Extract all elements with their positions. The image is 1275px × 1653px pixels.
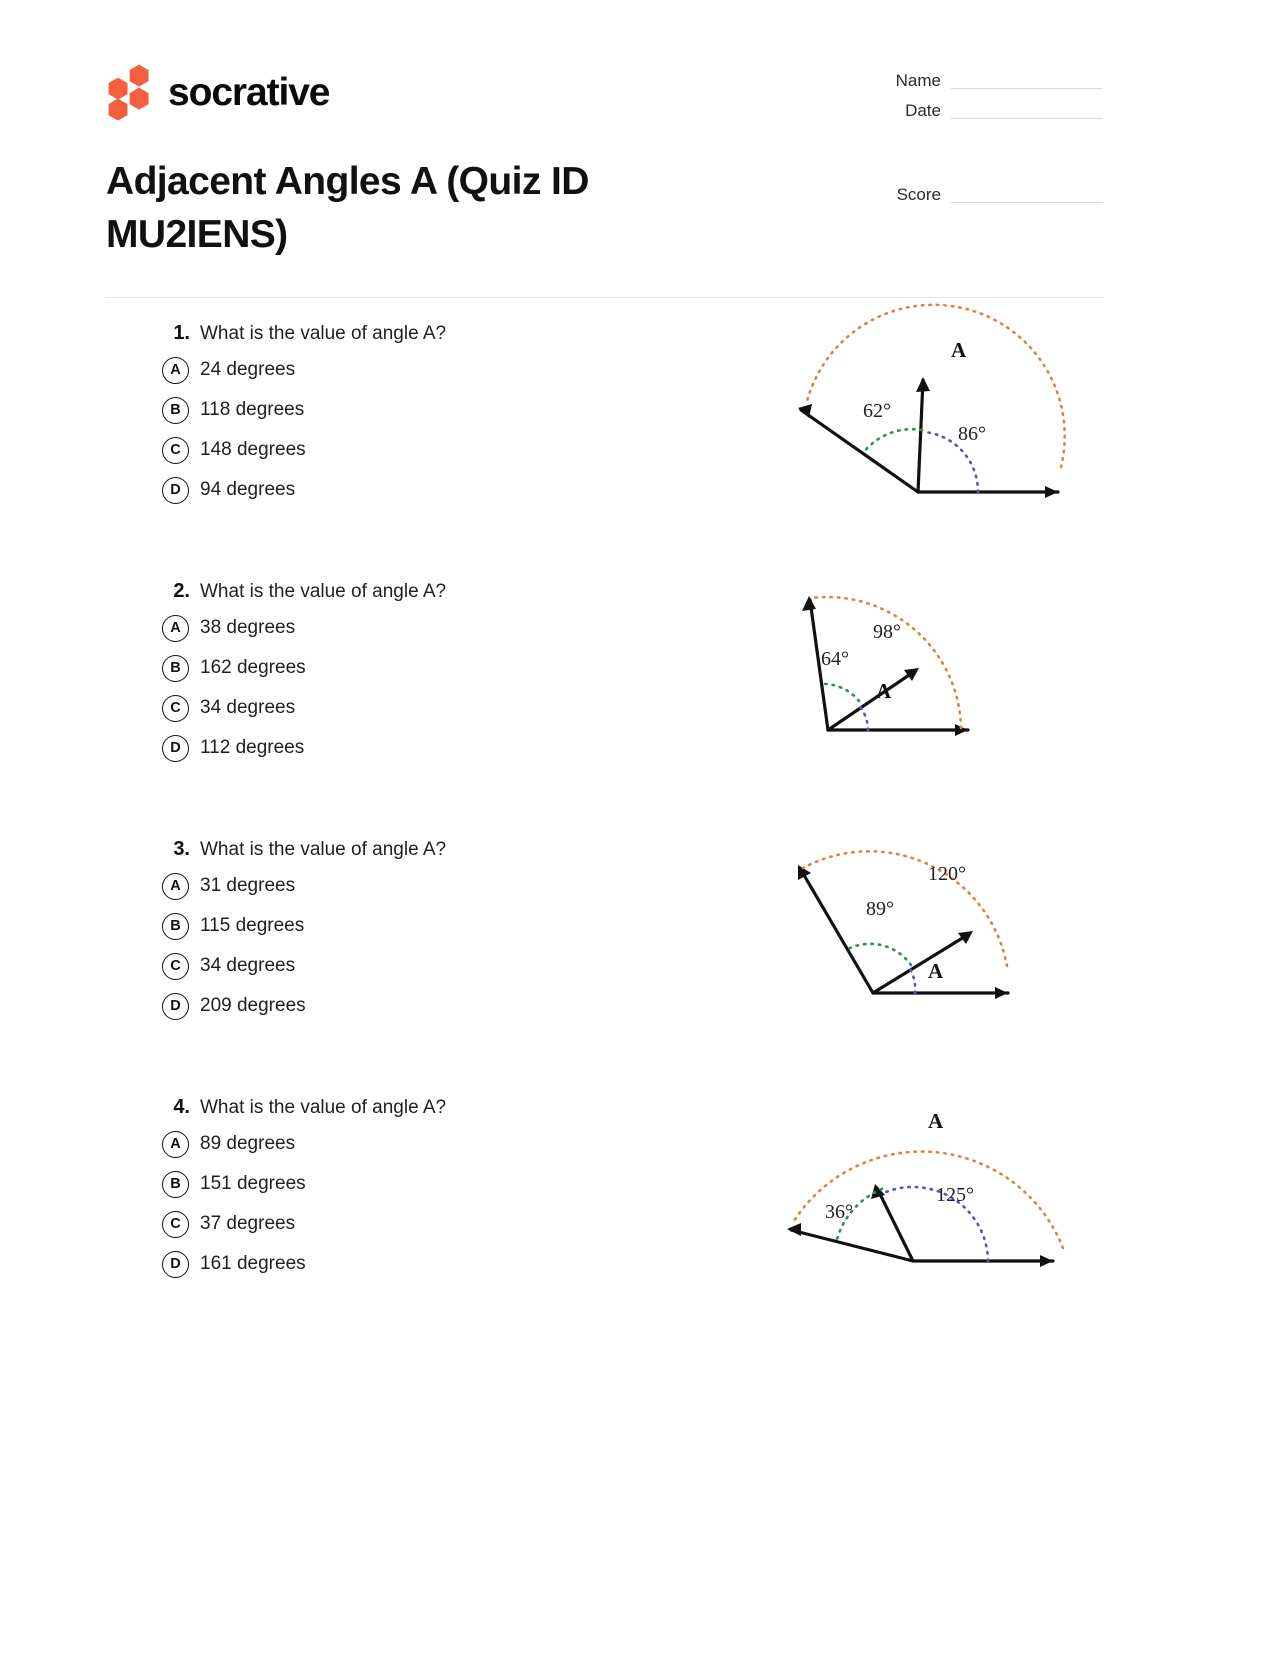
question-block [106,838,1103,1096]
option-text: 34 degrees [200,697,296,718]
ray-upper-left-steep [877,1188,913,1261]
date-field-row [863,100,1103,119]
option-letter: B [162,397,189,424]
option-text: 151 degrees [200,1173,306,1194]
angle-diagram-svg [773,1096,1103,1306]
arrowheads [798,865,1008,999]
total-angle-label: A [951,338,967,362]
brand-logo [106,64,329,120]
arrowhead-right [1040,1255,1053,1267]
score-field-row [863,184,1103,203]
angle-rays [801,380,1058,492]
date-field-label: Date [905,101,941,120]
ray-up [918,380,923,492]
question-prompt: What is the value of angle A? [200,581,447,602]
ray-diagonal [828,671,915,730]
date-field-input[interactable] [951,100,1103,119]
arrowhead-diagonal [904,668,919,681]
name-field-input[interactable] [951,70,1103,89]
option-text: 24 degrees [200,359,296,380]
outer-angle-arc [909,967,915,993]
option-text: 89 degrees [200,1133,296,1154]
page-header [106,56,1103,256]
outer-angle-label: 86° [958,423,986,445]
option-text: 115 degrees [200,915,305,936]
option-letter: B [162,655,189,682]
outer-angle-label: A [928,959,944,983]
hexagon-shape [108,78,127,100]
option-letter: C [162,695,189,722]
total-angle-arc [806,305,1065,467]
student-info-fields [863,70,1103,214]
arrowhead-right [1045,486,1058,498]
angle-diagram-svg [773,580,1103,790]
angle-diagram-svg [773,322,1103,532]
inner-angle-label: 36° [825,1201,853,1223]
arrowhead-right [995,987,1008,999]
option-letter: C [162,953,189,980]
question-number: 4. [173,1096,190,1118]
name-field-row [863,70,1103,89]
question-block [106,322,1103,580]
outer-angle-label: A [876,679,892,703]
question-number: 2. [173,580,190,602]
inner-angle-arc [821,684,859,701]
option-letter: B [162,913,189,940]
option-text: 94 degrees [200,479,296,500]
arrowhead-up [916,377,930,392]
total-angle-label: 98° [873,621,901,643]
option-letter: D [162,1251,189,1278]
question-block [106,1096,1103,1354]
option-text: 148 degrees [200,439,306,460]
question-prompt: What is the value of angle A? [200,1097,447,1118]
question-number: 1. [173,322,190,344]
option-text: 112 degrees [200,737,305,758]
inner-angle-label: 89° [866,898,894,920]
total-angle-arc [803,851,1007,966]
brand-name: socrative [168,70,330,114]
option-letter: A [162,1131,189,1158]
angle-diagram [773,580,1103,790]
socrative-hexagon-logo-icon [106,64,154,120]
angle-diagram [773,838,1103,1048]
option-text: 34 degrees [200,955,296,976]
question-prompt: What is the value of angle A? [200,323,447,344]
option-letter: B [162,1171,189,1198]
hexagon-shape [129,88,148,110]
name-field-label: Name [895,71,941,90]
ray-upper-left [801,410,918,492]
angle-diagram-svg [773,838,1103,1048]
inner-angle-arc [848,944,911,965]
option-text: 162 degrees [200,657,306,678]
option-letter: C [162,437,189,464]
arrowhead-up [802,596,816,611]
hexagon-shape [129,65,148,87]
total-angle-arc [792,1152,1063,1248]
angle-rays [791,1188,1053,1261]
score-field-input[interactable] [951,184,1103,203]
header-divider [106,297,1103,298]
ray-diagonal [873,934,969,993]
option-letter: C [162,1211,189,1238]
option-text: 37 degrees [200,1213,296,1234]
option-letter: A [162,357,189,384]
angle-diagram [773,1096,1103,1306]
hexagon-shape [108,99,127,121]
question-prompt: What is the value of angle A? [200,839,447,860]
angle-diagram [773,322,1103,532]
ray-left [791,1230,913,1261]
option-letter: D [162,993,189,1020]
option-text: 31 degrees [200,875,296,896]
option-text: 38 degrees [200,617,296,638]
option-text: 161 degrees [200,1253,306,1274]
inner-angle-arc [863,429,922,453]
inner-angle-label: 62° [863,400,891,422]
arrowhead-left [787,1223,801,1236]
questions-list [106,322,1103,1354]
option-text: 209 degrees [200,995,306,1016]
option-letter: D [162,735,189,762]
page-title: Adjacent Angles A (Quiz ID MU2IENS) [106,160,589,256]
ray-upper-left [801,870,873,993]
option-letter: A [162,873,189,900]
arrowheads [787,1184,1053,1267]
score-field-label: Score [896,185,941,204]
option-letter: A [162,615,189,642]
arrowheads [798,377,1058,498]
total-angle-label: 120° [928,863,966,885]
total-angle-label: A [928,1109,944,1133]
question-number: 3. [173,838,190,860]
option-letter: D [162,477,189,504]
angle-rays [801,870,1008,993]
outer-angle-label: 125° [936,1184,974,1206]
question-block [106,580,1103,838]
inner-angle-label: 64° [821,648,849,670]
option-text: 118 degrees [200,399,305,420]
